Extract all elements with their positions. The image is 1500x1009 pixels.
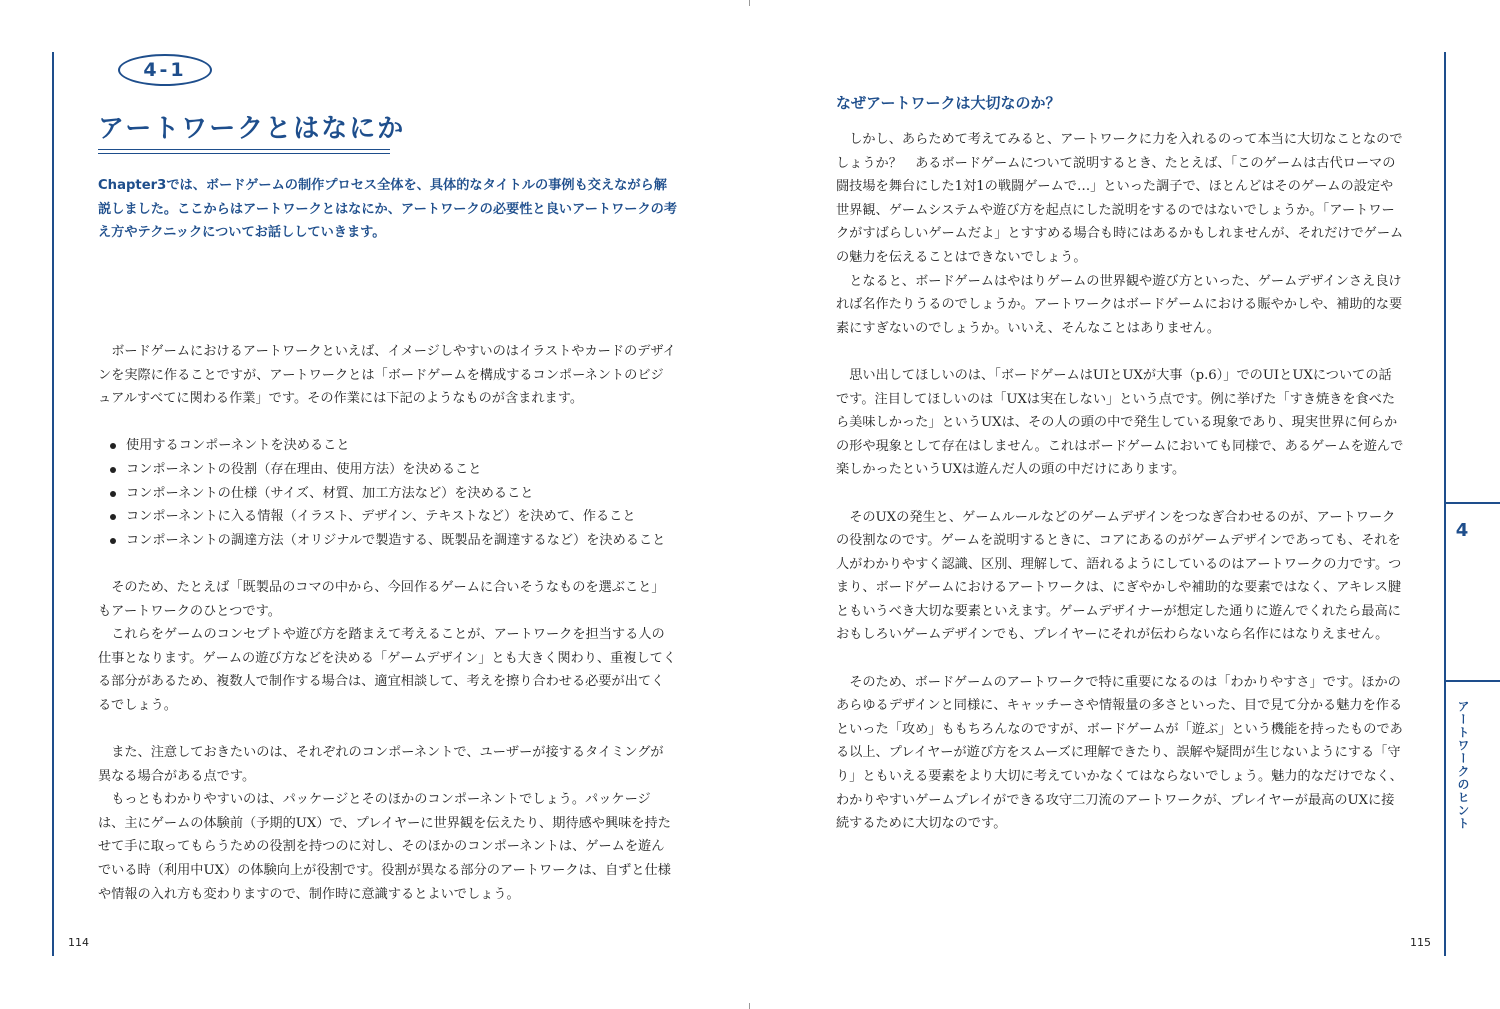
chapter-tab-label: アートワークのヒント xyxy=(1456,700,1470,830)
page-number-right: 115 xyxy=(1410,936,1431,949)
left-paragraph-3: これらをゲームのコンセプトや遊び方を踏まえて考えることが、アートワークを担当する人の仕事となります。ゲームの遊び方などを決める「ゲームデザイン」とも大きく関わり、重複してくる部分があるため、複数人で制作する場合は、適宜相談して、考えを擦り合わせる必要が出てくるでしょう。 xyxy=(98,627,677,713)
component-task-list xyxy=(98,434,676,552)
right-paragraph-5: そのため、ボードゲームのアートワークで特に重要になるのは「わかりやすさ」です。ほかのあらゆるデザインと同様に、キャッチーさや情報量の多さといった、目で見て分かる魅力を作るといった「攻め」ももちろんなのですが、ボードゲームが「遊ぶ」という機能を持ったものである以上、プレイヤーが遊び方をスムーズに理解できたり、誤解や疑問が生じないようにする「守り」ともいえる要素をより大切に考えていかなくてはならないでしょう。魅力的なだけでなく、わかりやすいゲームプレイができる攻守二刀流のアートワークが、プレイヤーが最高のUXに接続するために大切なのです。 xyxy=(836,674,1403,832)
bullet-icon xyxy=(110,467,116,473)
title-underline xyxy=(98,149,390,150)
lead-paragraph: Chapter3では、ボードゲームの制作プロセス全体を、具体的なタイトルの事例も交えながら解説しました。ここからはアートワークとはなにか、アートワークの必要性と良いアートワークの考え方やテクニックについてお話ししていきます。 xyxy=(98,178,678,241)
title-underline-2 xyxy=(98,153,390,154)
left-paragraph-2: そのため、たとえば「既製品のコマの中から、今回作るゲームに合いそうなものを選ぶこと」もアートワークのひとつです。 xyxy=(98,579,665,619)
section-subheading: なぜアートワークは大切なのか？ xyxy=(836,94,1061,112)
list-item: コンポーネントの調達方法（オリジナルで製造する、既製品を調達するなど）を決めること xyxy=(98,529,676,553)
crop-mark-bottom xyxy=(749,1003,750,1009)
list-item: コンポーネントの役割（存在理由、使用方法）を決めること xyxy=(98,458,676,482)
bullet-icon xyxy=(110,514,116,520)
list-item: 使用するコンポーネントを決めること xyxy=(98,434,676,458)
left-paragraph-5: もっともわかりやすいのは、パッケージとそのほかのコンポーネントでしょう。パッケージは、主にゲームの体験前（予期的UX）で、プレイヤーに世界観を伝えたり、期待感や興味を持たせて手に取ってもらうための役割を持つのに対し、そのほかのコンポーネントは、ゲームを遊んでいる時（利用中UX）の体験向上が役割です。役割が異なる部分のアートワークは、自ずと仕様や情報の入れ方も変わりますので、制作時に意識するとよいでしょう。 xyxy=(98,792,671,902)
right-paragraph-1: しかし、あらためて考えてみると、アートワークに力を入れるのって本当に大切なことなのでしょうか？ あるボードゲームについて説明するとき、たとえば、「このゲームは古代ローマの闘技場を舞台にした1対1の戦闘ゲームで…」といった調子で、ほとんどはそのゲームの設定や世界観、ゲームシステムや遊び方を起点にした説明をするのではないでしょうか。「アートワークがすばらしいゲームだよ」とすすめる場合も時にはあるかもしれませんが、それだけでゲームの魅力を伝えることはできないでしょう。 xyxy=(836,132,1404,265)
page-number-left: 114 xyxy=(68,936,89,949)
right-body xyxy=(836,128,1404,836)
page-title: アートワークとはなにか xyxy=(98,114,406,144)
chapter-tab-number: 4 xyxy=(1455,520,1469,541)
right-paragraph-2: となると、ボードゲームはやはりゲームの世界観や遊び方といった、ゲームデザインさえ良ければ名作たりうるのでしょうか。アートワークはボードゲームにおける賑やかしや、補助的な要素にすぎないのでしょうか。いいえ、そんなことはありません。 xyxy=(836,273,1403,336)
bullet-icon xyxy=(110,491,116,497)
bullet-icon xyxy=(110,538,116,544)
right-margin-rule xyxy=(1444,52,1446,956)
section-badge: 4-1 xyxy=(118,54,212,86)
list-item: コンポーネントに入る情報（イラスト、デザイン、テキストなど）を決めて、作ること xyxy=(98,505,676,529)
left-paragraph-4: また、注意しておきたいのは、それぞれのコンポーネントで、ユーザーが接するタイミングが異なる場合がある点です。 xyxy=(98,745,664,784)
right-paragraph-4: そのUXの発生と、ゲームルールなどのゲームデザインをつなぎ合わせるのが、アートワークの役割なのです。ゲームを説明するときに、コアにあるのがゲームデザインであっても、それを人がわかりやすく認識、区別、理解して、語れるようにしているのはアートワークの力です。つまり、ボードゲームにおけるアートワークは、にぎやかしや補助的な要素ではなく、アキレス腱ともいうべき大切な要素といえます。ゲームデザイナーが想定した通りに遊んでくれたら最高におもしろいゲームデザインでも、プレイヤーにそれが伝わらないなら名作にはなりえません。 xyxy=(836,509,1402,643)
tab-divider-top xyxy=(1446,502,1500,504)
tab-divider-bottom xyxy=(1446,680,1500,682)
right-paragraph-3: 思い出してほしいのは、「ボードゲームはUIとUXが大事（p.6）」でのUIとUXについての話です。注目してほしいのは「UXは実在しない」という点です。例に挙げた「すき焼きを食べたら美味しかった」というUXは、その人の頭の中で発生している現象であり、現実世界に何らかの形や現象として存在はしません。これはボードゲームにおいても同様で、あるゲームを遊んで楽しかったというUXは遊んだ人の頭の中だけにあります。 xyxy=(836,367,1404,478)
left-margin-rule xyxy=(52,52,54,956)
left-paragraph-1: ボードゲームにおけるアートワークといえば、イメージしやすいのはイラストやカードのデザインを実際に作ることですが、アートワークとは「ボードゲームを構成するコンポーネントのビジュアルすべてに関わる作業」です。その作業には下記のようなものが含まれます。 xyxy=(98,344,676,407)
bullet-icon xyxy=(110,443,116,449)
left-body xyxy=(98,340,676,906)
list-item: コンポーネントの仕様（サイズ、材質、加工方法など）を決めること xyxy=(98,482,676,506)
